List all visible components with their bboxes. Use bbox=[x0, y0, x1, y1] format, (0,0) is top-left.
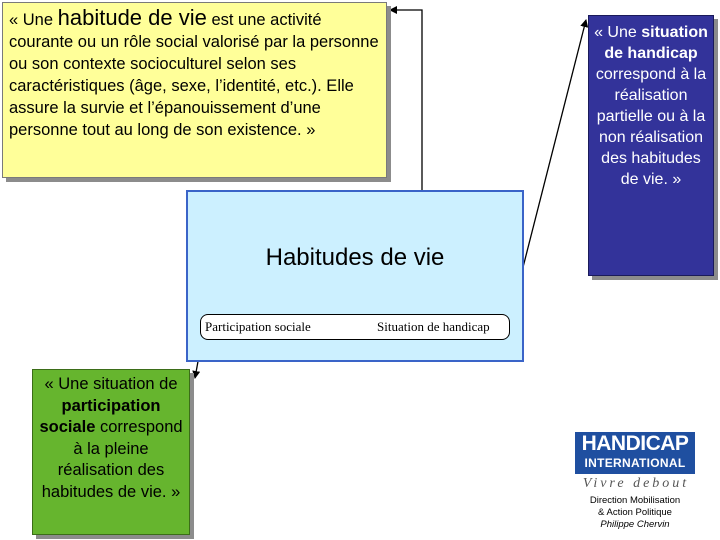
credit-name: Philippe Chervin bbox=[600, 519, 670, 530]
situation-de-handicap-label: Situation de handicap bbox=[377, 319, 490, 334]
handicap-text: correspond à la réalisation partielle ou à la non réalisation des habitudes de vie. » bbox=[595, 66, 707, 188]
arrow-to-definition-box bbox=[390, 10, 422, 190]
participation-term: participation sociale bbox=[39, 396, 161, 436]
handicap-international-logo bbox=[575, 432, 695, 474]
logo-tagline: Vivre debout bbox=[582, 476, 690, 491]
credit-block bbox=[560, 495, 710, 531]
definition-habitude-box bbox=[2, 2, 387, 178]
credit-line1: Direction Mobilisation bbox=[589, 495, 681, 506]
center-title: Habitudes de vie bbox=[265, 244, 445, 271]
definition-participation-box bbox=[32, 369, 190, 535]
participation-open: « Une situation de bbox=[44, 375, 178, 393]
participation-text: correspond à la pleine réalisation des habitudes de vie. » bbox=[41, 418, 183, 501]
logo-line1: HANDICAP bbox=[581, 432, 689, 455]
definition-handicap-box bbox=[588, 15, 714, 276]
logo-line2: INTERNATIONAL bbox=[584, 456, 686, 470]
handicap-term: situation de handicap bbox=[604, 24, 708, 62]
definition-term: habitude de vie bbox=[57, 5, 207, 30]
credit-line2: & Action Politique bbox=[598, 507, 672, 518]
handicap-open: « Une bbox=[594, 24, 637, 41]
habitudes-de-vie-box bbox=[186, 190, 524, 362]
participation-sociale-label: Participation sociale bbox=[205, 319, 311, 334]
definition-text: est une activité courante ou un rôle social valorisé par la personne ou son contexte socioculturel selon ses caractéristiques (âge, sexe, l’identité, etc.). Elle assure la survie et l’épanouissement d’une personne tout au long de son existence. » bbox=[9, 11, 379, 139]
definition-open-quote: « Une bbox=[9, 11, 54, 29]
participation-handicap-scale bbox=[200, 314, 510, 340]
